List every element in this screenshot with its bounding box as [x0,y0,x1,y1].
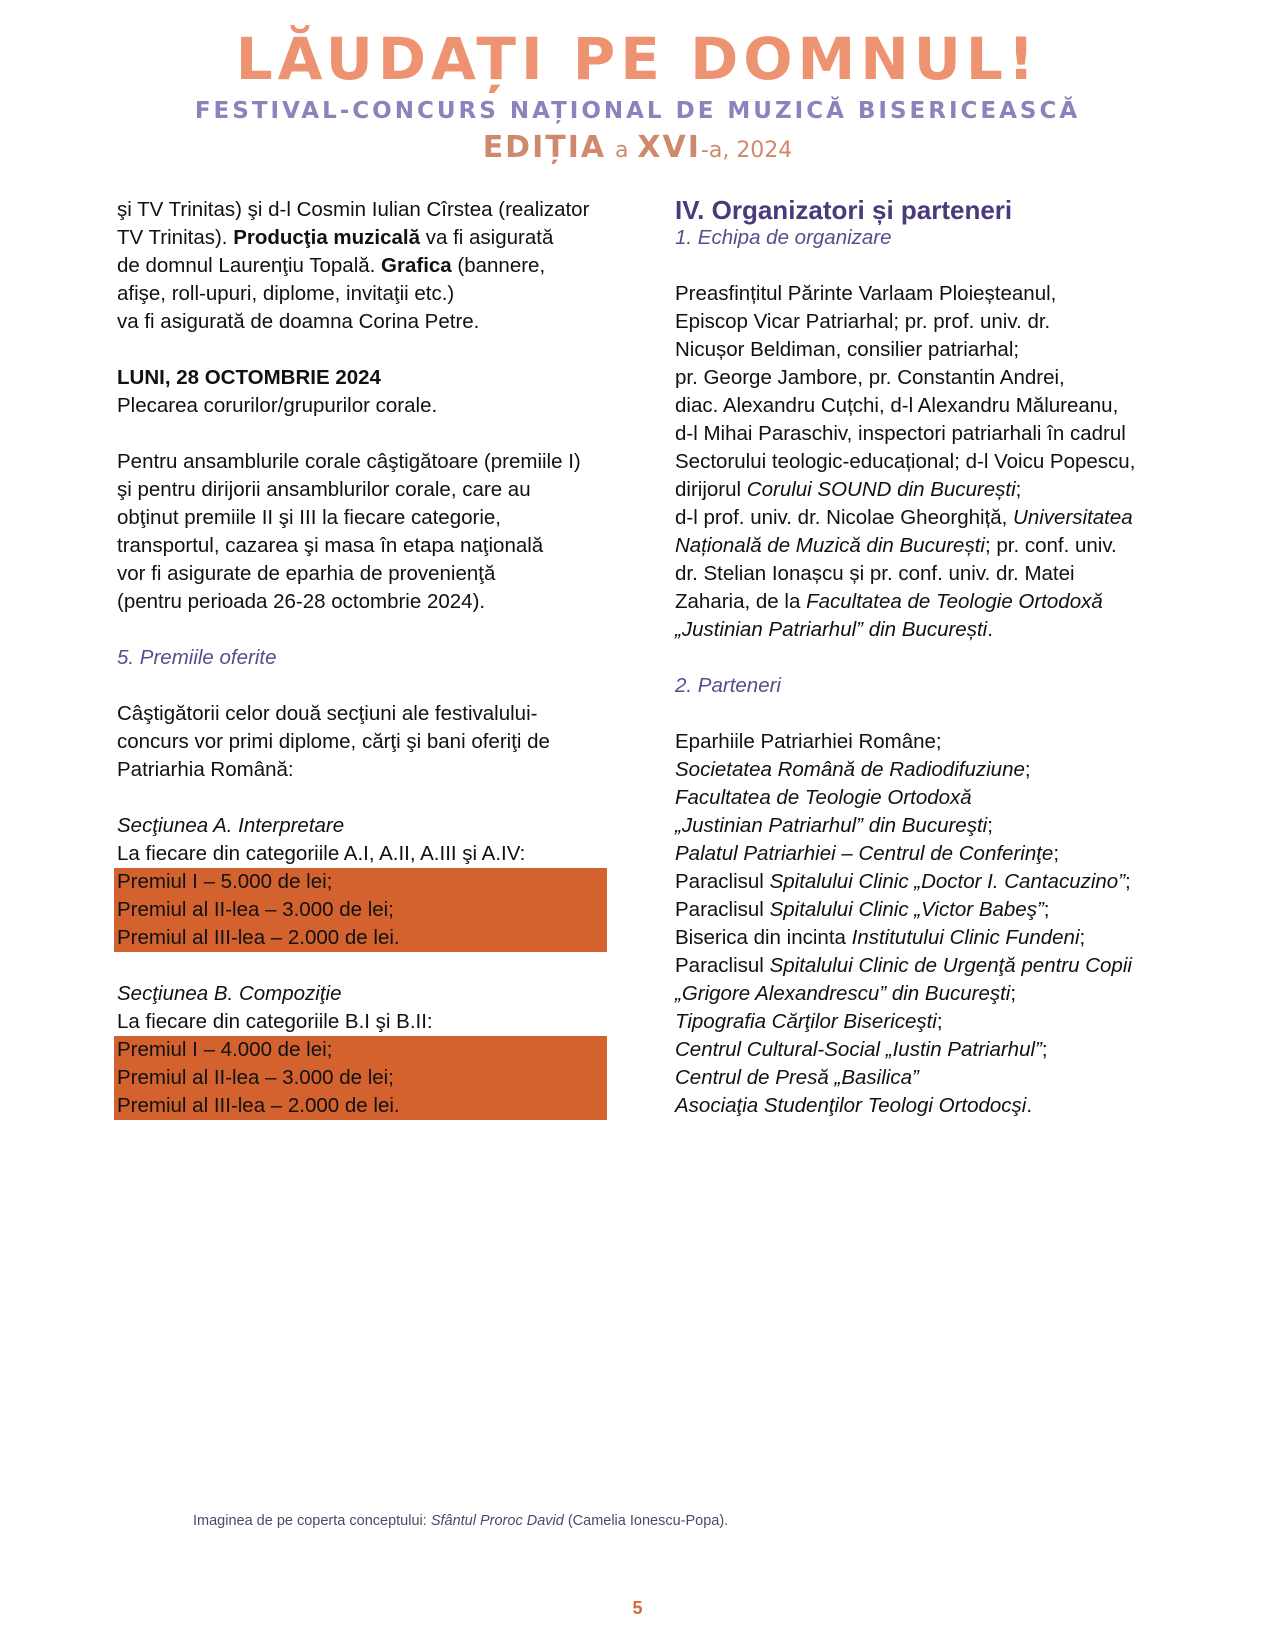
italic-run: „Justinian Patriarhul” din București [675,618,988,641]
italic-run: Centrul Cultural-Social „Iustin Patriarhul” [675,1038,1042,1061]
team-line [675,504,1170,532]
text-run: ; [936,1010,943,1033]
text-run: ; [1041,1038,1048,1061]
winners-line: Patriarhia Română: [117,758,294,781]
text-run: ; [1024,758,1031,781]
text-run: ; [1010,982,1017,1005]
text-run: ; [1079,926,1086,949]
team-line: Preasfințitul Părinte Varlaam Ploieșteanul, [675,282,1057,305]
team-line [675,588,1170,616]
edition-number: XVI [637,130,701,165]
prize-item: Premiul al II-lea – 3.000 de lei; [117,1066,394,1089]
section-a-prizes [114,868,607,952]
paragraph-line: transportul, cazarea şi masa în etapa naţională [117,534,544,557]
section-b-title [117,980,607,1008]
text-run: ; pr. conf. univ. [984,534,1117,557]
text-run: d-l prof. univ. dr. Nicolae Gheorghiță, [675,506,1014,529]
partner-item [675,896,1170,924]
paragraph-line: şi pentru dirijorii ansamblurilor corale, care au [117,478,531,501]
italic-run: Națională de Muzică din București [675,534,985,557]
left-column [117,196,607,1120]
text-run: Paraclisul [675,954,770,977]
text-run: Zaharia, de la [675,590,807,613]
text-run: ; [1053,842,1060,865]
partner-item [675,812,1170,840]
partner-item [675,980,1170,1008]
partner-item [675,868,1170,896]
text-run: (Camelia Ionescu-Popa). [563,1513,729,1529]
intro-line [117,252,607,280]
text-run: Paraclisul [675,898,770,921]
italic-run: Facultatea de Teologie Ortodoxă [806,590,1103,613]
italic-run: Facultatea de Teologie Ortodoxă [675,786,972,809]
bold-term: Grafica [381,254,452,277]
team-line: dr. Stelian Ionașcu și pr. conf. univ. dr. Matei [675,562,1075,585]
section-b-intro: La fiecare din categoriile B.I şi B.II: [117,1010,433,1033]
team-line [675,532,1170,560]
italic-run: Palatul Patriarhiei – Centrul de Conferinţe [675,842,1054,865]
italic-run: Centrul de Presă „Basilica” [675,1066,919,1089]
section-b-prizes [114,1036,607,1120]
italic-run: Spitalului Clinic „Victor Babeş” [769,898,1044,921]
edition-word: EDIȚIA [482,130,607,165]
partner-item [675,1036,1170,1064]
text-run: dirijorul [675,478,747,501]
partners-heading: 2. Parteneri [675,674,781,697]
paragraph-line: vor fi asigurate de eparhia de provenienţă [117,562,496,585]
prize-item: Premiul I – 4.000 de lei; [117,1038,333,1061]
team-line: d-l Mihai Paraschiv, inspectori patriarhali în cadrul [675,422,1126,445]
italic-run: Corului SOUND din București [746,478,1016,501]
team-line [675,616,1170,644]
partner-item: Eparhiile Patriarhiei Române; [675,730,942,753]
text-run: TV Trinitas). [117,226,234,249]
text-run: . [987,618,993,641]
paragraph-line: (pentru perioada 26-28 octombrie 2024). [117,590,486,613]
text-run: de domnul Laurenţiu Topală. [117,254,382,277]
festival-subtitle: FESTIVAL-CONCURS NAȚIONAL DE MUZICĂ BISERICEASCĂ [194,98,1081,124]
day-heading [117,364,607,392]
text-run: ; [1125,870,1131,893]
section-a-title [117,812,607,840]
italic-run: Sfântul Proroc David [430,1513,564,1529]
team-heading: 1. Echipa de organizare [675,226,892,249]
partner-item [675,756,1170,784]
italic-run: Spitalului Clinic de Urgenţă pentru Copii [769,954,1132,977]
winners-line: concurs vor primi diplome, cărţi şi bani oferiţi de [117,730,550,753]
prize-item: Premiul al III-lea – 2.000 de lei. [117,1094,400,1117]
text-run: va fi asigurată [420,226,554,249]
section-title: IV. Organizatori și parteneri [675,195,1013,225]
italic-run: „Justinian Patriarhul” din Bucureşti [675,814,988,837]
intro-line: va fi asigurată de doamna Corina Petre. [117,310,480,333]
italic-run: „Grigore Alexandrescu” din Bucureşti [675,982,1011,1005]
text-run: ; [1015,478,1022,501]
team-line: diac. Alexandru Cuțchi, d-l Alexandru Mălureanu, [675,394,1119,417]
intro-line: şi TV Trinitas) şi d-l Cosmin Iulian Cîrstea (realizator [117,198,590,221]
text-run: ; [1043,898,1050,921]
intro-line [117,224,607,252]
page-number: 5 [632,1598,643,1618]
partner-item [675,840,1170,868]
italic-run: Institutului Clinic Fundeni [851,926,1080,949]
paragraph-line: Pentru ansamblurile corale câştigătoare (premiile I) [117,450,581,473]
bold-term: Producţia muzicală [233,226,421,249]
text-run: ; [987,814,993,837]
prizes-heading: 5. Premiile oferite [117,646,277,669]
prize-item: Premiul al III-lea – 2.000 de lei. [117,926,400,949]
italic-run: Societatea Română de Radiodifuziune [675,758,1025,781]
text-run: Paraclisul [675,870,770,893]
section-a-intro: La fiecare din categoriile A.I, A.II, A.III şi A.IV: [117,842,526,865]
team-line [675,476,1170,504]
winners-line: Câştigătorii celor două secţiuni ale festivalului- [117,702,538,725]
text-run: Biserica din incinta [675,926,852,949]
partner-item [675,1092,1170,1120]
edition-suffix: -a, 2024 [700,138,793,163]
italic-run: Spitalului Clinic „Doctor I. Cantacuzino” [769,870,1126,893]
italic-run: Asociaţia Studenţilor Teologi Ortodocşi [675,1094,1027,1117]
right-column [675,196,1170,1120]
cover-image-credit [193,1513,728,1529]
section-b-title-text: Secţiunea B. Compoziţie [117,982,342,1005]
festival-edition [0,128,1275,171]
text-run: Imaginea de pe coperta conceptului: [193,1513,431,1529]
text-run: (bannere, [451,254,546,277]
section-a-title-text: Secţiunea A. Interpretare [117,814,345,837]
team-line: pr. George Jambore, pr. Constantin Andrei, [675,366,1065,389]
intro-line: afişe, roll-upuri, diplome, invitaţii etc.) [117,282,455,305]
page-header [0,26,1275,171]
edition-a: a [615,138,629,163]
prize-item: Premiul I – 5.000 de lei; [117,870,333,893]
partner-item [675,784,1170,812]
day-heading-text: LUNI, 28 OCTOMBRIE 2024 [117,366,381,389]
partner-item [675,924,1170,952]
paragraph-line: obţinut premiile II şi III la fiecare categorie, [117,506,501,529]
partner-item [675,1064,1170,1092]
team-line: Sectorului teologic-educațional; d-l Voicu Popescu, [675,450,1136,473]
team-line: Episcop Vicar Patriarhal; pr. prof. univ. dr. [675,310,1051,333]
festival-title: LĂUDAȚI PE DOMNUL! [235,25,1040,93]
day-text: Plecarea corurilor/grupurilor corale. [117,394,438,417]
team-line: Nicușor Beldiman, consilier patriarhal; [675,338,1020,361]
text-run: . [1026,1094,1033,1117]
partner-item [675,952,1170,980]
italic-run: Tipografia Cărţilor Bisericeşti [675,1010,937,1033]
prize-item: Premiul al II-lea – 3.000 de lei; [117,898,394,921]
partner-item [675,1008,1170,1036]
italic-run: Universitatea [1013,506,1133,529]
